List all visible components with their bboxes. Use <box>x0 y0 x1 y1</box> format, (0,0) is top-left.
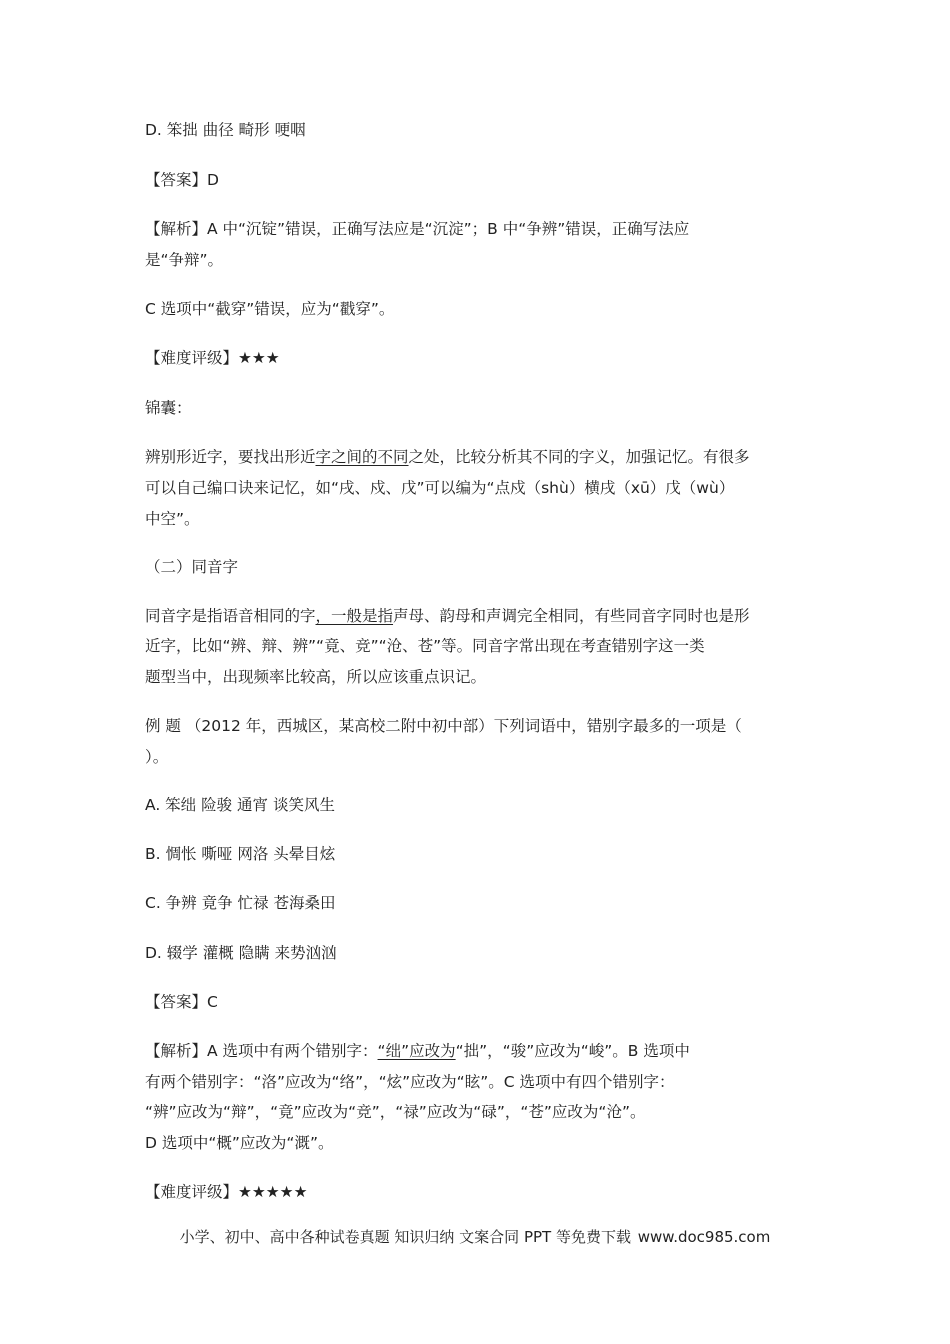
tips-line-2: 可以自己编口诀来记忆，如“戌、戍、戊”可以编为“点戍（shù）横戌（xū）戊（wù） <box>145 479 735 497</box>
q1-answer: 【答案】D <box>145 171 219 189</box>
analysis-line-4: D 选项中“概”应改为“溉”。 <box>145 1134 334 1152</box>
analysis-line-1 <box>145 1040 690 1062</box>
q1-analysis-line-2: 是“争辩”。 <box>145 251 224 269</box>
analysis-line-2: 有两个错别字：“洛”应改为“络”，“炫”应改为“眩”。C 选项中有四个错别字： <box>145 1073 675 1091</box>
tips-text: 之处，比较分析其不同的字义，加强记忆。有很多 <box>408 448 750 466</box>
underlined-text: 字之间的不同 <box>315 448 409 466</box>
tips-text: 辨别形近字，要找出形近 <box>145 448 316 466</box>
footer-url: www.doc985.com <box>637 1228 771 1246</box>
example-line-2: ）。 <box>145 748 169 766</box>
q1-analysis-line-1: 【解析】A 中“沉锭”错误，正确写法应是“沉淀”；B 中“争辨”错误，正确写法应 <box>145 220 690 238</box>
underlined-text: ，一般是指 <box>315 607 394 625</box>
analysis-text: 【解析】A 选项中有两个错别字： <box>145 1042 378 1060</box>
analysis-line-3: “辨”应改为“辩”，“竟”应改为“竞”，“禄”应改为“碌”，“苍”应改为“沧”。 <box>145 1103 646 1121</box>
page-footer <box>0 1226 950 1248</box>
example-line-1: 例 题 （2012 年，西城区，某高校二附中初中部）下列词语中，错别字最多的一项是（ <box>145 717 742 735</box>
option-b: B. 惆怅 嘶哑 网洛 头晕目炫 <box>145 845 336 863</box>
tips-heading: 锦囊： <box>145 399 192 417</box>
analysis-text: “拙”，“骏”应改为“峻”。B 选项中 <box>455 1042 690 1060</box>
answer: 【答案】C <box>145 993 218 1011</box>
option-d: D. 辍学 灌概 隐瞒 来势汹汹 <box>145 944 337 962</box>
q1-analysis-line-3: C 选项中“截穿”错误，应为“戳穿”。 <box>145 300 395 318</box>
q1-difficulty: 【难度评级】★★★ <box>145 349 280 367</box>
homophone-line-1 <box>145 605 750 627</box>
footer-text: 小学、初中、高中各种试卷真题 知识归纳 文案合同 PPT 等免费下载 <box>179 1228 631 1246</box>
homophone-line-3: 题型当中，出现频率比较高，所以应该重点识记。 <box>145 668 487 686</box>
tips-line-3: 中空”。 <box>145 510 200 528</box>
tips-line-1 <box>145 446 750 468</box>
option-c: C. 争辨 竟争 忙禄 苍海桑田 <box>145 894 336 912</box>
q1-option-d: D. 笨拙 曲径 畸形 哽咽 <box>145 121 306 139</box>
homophone-line-2: 近字，比如“辨、辩、辨”“竟、竞”“沧、苍”等。同音字常出现在考查错别字这一类 <box>145 637 705 655</box>
homophone-text: 同音字是指语音相同的字 <box>145 607 316 625</box>
option-a: A. 笨绌 险骏 通宵 谈笑风生 <box>145 796 335 814</box>
underlined-text: “绌”应改为 <box>377 1042 456 1060</box>
homophone-text: 声母、韵母和声调完全相同，有些同音字同时也是形 <box>393 607 750 625</box>
section-heading: （二）同音字 <box>145 558 239 576</box>
difficulty-rating: 【难度评级】★★★★★ <box>145 1183 308 1201</box>
